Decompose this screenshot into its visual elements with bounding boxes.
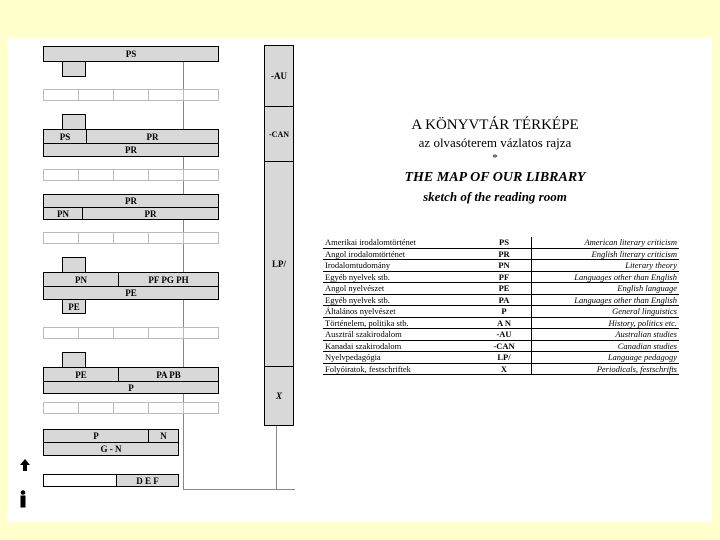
legend-english: Australian studies	[532, 329, 680, 341]
shelf-row	[43, 169, 219, 181]
shelf-label: PN	[57, 208, 69, 219]
shelf-stub	[62, 257, 86, 273]
shelf-p	[43, 381, 219, 394]
shelf-pe	[62, 299, 86, 314]
legend-hungarian: Ausztrál szakirodalom	[323, 329, 477, 341]
shelf-label: PS	[59, 131, 71, 142]
shelf-label: P	[93, 431, 99, 441]
person-icon	[18, 490, 28, 508]
shelf-row	[43, 402, 219, 414]
legend-row	[323, 283, 679, 295]
title-separator: *	[492, 152, 498, 164]
shelf-label: PA PB	[156, 369, 181, 380]
legend-hungarian: Egyéb nyelvek stb.	[323, 271, 477, 283]
legend-english: English language	[532, 283, 680, 295]
shelf-pa-pb	[118, 367, 219, 382]
legend-code: PE	[477, 283, 532, 295]
shelf-label: P	[128, 382, 134, 393]
shelf-pe	[43, 367, 119, 382]
legend-code: PF	[477, 271, 532, 283]
legend-hungarian: Angol irodalomtörténet	[323, 248, 477, 260]
shelf-label: PF PG PH	[148, 274, 189, 285]
column-label: -CAN	[269, 129, 289, 139]
shelf-label: PR	[144, 208, 157, 219]
shelf-label: G - N	[100, 444, 122, 454]
legend-hungarian: Nyelvpedagógia	[323, 352, 477, 364]
shelf-label: PE	[75, 369, 87, 380]
legend-code: A N	[477, 317, 532, 329]
legend-hungarian: Folyóiratok, festschriftek	[323, 363, 477, 375]
legend-row	[323, 340, 679, 352]
legend-english: General linguistics	[532, 306, 680, 318]
shelf-pr	[43, 194, 219, 208]
legend-table	[323, 237, 679, 375]
legend-row	[323, 237, 679, 248]
shelf-row	[43, 89, 219, 101]
shelf-pe	[43, 286, 219, 300]
shelf-n	[148, 429, 179, 443]
legend-hungarian: Kanadai szakirodalom	[323, 340, 477, 352]
wall-line	[183, 53, 184, 489]
shelf-pf-pg-ph	[118, 272, 219, 287]
legend-code: X	[477, 363, 532, 375]
column-au	[264, 45, 294, 107]
shelf-pn	[43, 272, 119, 287]
shelf-label: N	[160, 431, 167, 441]
legend-english: Periodicals, festschrifts	[532, 363, 680, 375]
legend-english: Language pedagogy	[532, 352, 680, 364]
shelf-g-n	[43, 442, 179, 456]
shelf-pr	[86, 129, 219, 144]
legend-hungarian: Irodalomtudomány	[323, 260, 477, 272]
shelf-ps	[43, 129, 87, 144]
legend-code: PN	[477, 260, 532, 272]
legend-row	[323, 248, 679, 260]
legend-row	[323, 317, 679, 329]
legend-english: English literary criticism	[532, 248, 680, 260]
shelf-ps	[43, 46, 219, 62]
legend-row	[323, 329, 679, 341]
up-arrow-icon	[20, 459, 30, 471]
shelf-stub	[62, 114, 86, 130]
column-x	[264, 366, 294, 426]
legend-english: Languages other than English	[532, 271, 680, 283]
legend-code: PA	[477, 294, 532, 306]
legend-code: -AU	[477, 329, 532, 341]
shelf-label: PR	[125, 196, 137, 206]
column-can	[264, 106, 294, 162]
legend-code: PR	[477, 248, 532, 260]
shelf-label: PS	[125, 49, 137, 59]
legend-code: -CAN	[477, 340, 532, 352]
shelf-d-e-f	[116, 474, 179, 487]
legend-english: Canadian studies	[532, 340, 680, 352]
shelf-label: PN	[75, 274, 87, 285]
shelf-stub	[62, 61, 86, 77]
shelf-label: PR	[125, 145, 137, 155]
column-label: X	[275, 391, 282, 401]
shelf-label: PE	[68, 301, 80, 312]
shelf-row	[43, 232, 219, 244]
legend-code: LP/	[477, 352, 532, 364]
shelf-label: D E F	[136, 475, 159, 486]
shelf-p	[43, 429, 149, 443]
legend-row	[323, 271, 679, 283]
legend-row	[323, 260, 679, 272]
shelf-empty	[43, 474, 117, 487]
legend-row	[323, 363, 679, 375]
legend-english: American literary criticism	[532, 237, 680, 248]
column-label: -AU	[271, 71, 287, 81]
shelf-pr	[43, 143, 219, 157]
legend-english: Literary theory	[532, 260, 680, 272]
shelf-stub	[62, 352, 86, 368]
legend-hungarian: Egyéb nyelvek stb.	[323, 294, 477, 306]
wall-line	[276, 425, 277, 489]
shelf-pr	[82, 207, 219, 220]
subtitle-hu: az olvasóterem vázlatos rajza	[418, 135, 572, 150]
wall-line	[183, 489, 295, 490]
legend-row	[323, 294, 679, 306]
column-label: LP/	[271, 259, 286, 269]
legend-hungarian: Történelem, politika stb.	[323, 317, 477, 329]
shelf-pn	[43, 207, 83, 220]
shelf-label: PR	[146, 131, 159, 142]
legend-hungarian: Angol nyelvészet	[323, 283, 477, 295]
legend-english: Languages other than English	[532, 294, 680, 306]
shelf-row	[43, 327, 219, 339]
legend-code: P	[477, 306, 532, 318]
title-en: THE MAP OF OUR LIBRARY	[404, 170, 586, 185]
legend-code: PS	[477, 237, 532, 248]
column-lp	[264, 161, 294, 367]
legend-hungarian: Amerikai irodalomtörténet	[323, 237, 477, 248]
subtitle-en: sketch of the reading room	[423, 189, 567, 204]
shelf-label: PE	[125, 288, 137, 298]
legend-hungarian: Általános nyelvészet	[323, 306, 477, 318]
legend-row	[323, 352, 679, 364]
title-hu: A KÖNYVTÁR TÉRKÉPE	[411, 117, 579, 133]
legend-english: History, politics etc.	[532, 317, 680, 329]
legend-row	[323, 306, 679, 318]
